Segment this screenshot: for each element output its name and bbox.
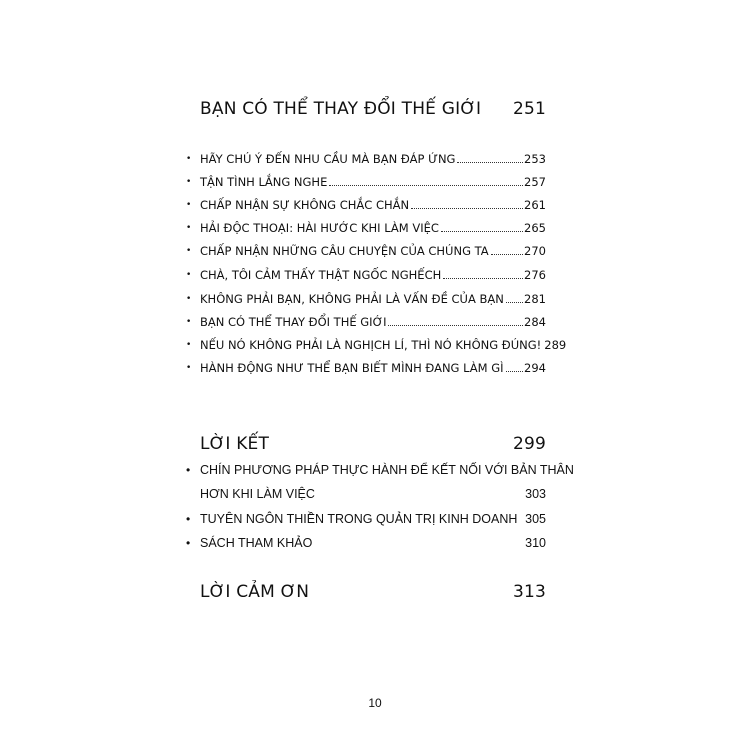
entry-page-number: 276 (524, 268, 546, 282)
dot-leader (491, 254, 523, 255)
dot-leader (388, 325, 523, 326)
entry-page-number: 261 (524, 198, 546, 212)
toc-entry (186, 460, 574, 478)
entry-title: BẠN CÓ THỂ THAY ĐỔI THẾ GIỚI (200, 315, 387, 329)
entry-title: CHẤP NHẬN NHỮNG CÂU CHUYỆN CỦA CHÚNG TA (200, 244, 489, 258)
bullet-icon: • (186, 512, 191, 526)
section-page-number: 313 (512, 582, 546, 602)
entry-page-number: 270 (524, 244, 546, 258)
entry-page-number: 281 (524, 292, 546, 306)
toc-entry (186, 194, 546, 212)
dot-leader (506, 371, 524, 372)
toc-entry (186, 240, 546, 258)
bullet-icon: • (186, 463, 191, 477)
entry-title: TUYÊN NGÔN THIỀN TRONG QUẢN TRỊ KINH DOANH (200, 512, 518, 526)
entry-page-number: 265 (524, 221, 546, 235)
page-folio: 10 (368, 696, 382, 710)
entry-page-number: 284 (524, 315, 546, 329)
bullet-icon: • (186, 317, 192, 327)
entry-title: CHẤP NHẬN SỰ KHÔNG CHẮC CHẮN (200, 198, 410, 212)
entry-page-number: 294 (524, 361, 546, 375)
toc-entry (186, 509, 546, 527)
entry-page-number: 253 (524, 152, 546, 166)
entry-page-number: 303 (525, 487, 546, 501)
dot-leader (457, 162, 523, 163)
toc-entry (186, 533, 546, 551)
entry-page-number: 289 (544, 338, 567, 352)
dot-leader (441, 231, 523, 232)
section-page-number: 251 (512, 99, 546, 119)
section-heading-change-world (200, 99, 546, 119)
bullet-icon: • (186, 177, 192, 187)
toc-entry (186, 217, 546, 235)
entry-title: SÁCH THAM KHẢO (200, 536, 313, 550)
toc-entry (186, 148, 546, 166)
bullet-icon: • (186, 363, 192, 373)
entry-title: HÀNH ĐỘNG NHƯ THỂ BẠN BIẾT MÌNH ĐANG LÀM GÌ (200, 361, 504, 375)
entry-title: CHÀ, TÔI CẢM THẤY THẬT NGỐC NGHẾCH (200, 268, 442, 282)
entry-title: KHÔNG PHẢI BẠN, KHÔNG PHẢI LÀ VẤN ĐỀ CỦA BẠN (200, 292, 504, 306)
dot-leader (329, 185, 523, 186)
section-title: LỜI CẢM ƠN (200, 582, 310, 602)
entry-title: HẢI ĐỘC THOẠI: HÀI HƯỚC KHI LÀM VIỆC (200, 221, 439, 235)
toc-entry (186, 357, 546, 375)
dot-leader (411, 208, 523, 209)
bullet-icon: • (186, 246, 192, 256)
toc-entry-continuation (186, 484, 546, 502)
toc-entry (186, 288, 546, 306)
entry-page-number: 305 (525, 512, 546, 526)
bullet-icon: • (186, 200, 192, 210)
bullet-icon: • (186, 536, 191, 550)
dot-leader (506, 302, 523, 303)
section-heading-epilogue (200, 434, 546, 454)
entry-title-line2: HƠN KHI LÀM VIỆC (200, 487, 315, 501)
toc-entry (186, 264, 546, 282)
entry-title-line1: CHÍN PHƯƠNG PHÁP THỰC HÀNH ĐỂ KẾT NỐI VỚI BẢN THÂN (200, 463, 574, 477)
entry-page-number: 257 (524, 175, 546, 189)
entry-title: NẾU NÓ KHÔNG PHẢI LÀ NGHỊCH LÍ, THÌ NÓ KHÔNG ĐÚNG! (200, 338, 542, 352)
toc-entry (186, 334, 567, 352)
bullet-icon: • (186, 154, 192, 164)
bullet-icon: • (186, 270, 192, 280)
entry-title: HÃY CHÚ Ý ĐẾN NHU CẦU MÀ BẠN ĐÁP ỨNG (200, 152, 456, 166)
bullet-icon: • (186, 340, 192, 350)
section-page-number: 299 (512, 434, 546, 454)
bullet-icon: • (186, 294, 192, 304)
bullet-icon: • (186, 223, 192, 233)
entry-page-number: 310 (525, 536, 546, 550)
entry-title: TẬN TÌNH LẮNG NGHE (200, 175, 328, 189)
toc-entry (186, 171, 546, 189)
section-title: LỜI KẾT (200, 434, 270, 454)
section-heading-acknowledgements (200, 582, 546, 602)
dot-leader (443, 278, 523, 279)
toc-entry (186, 311, 546, 329)
section-title: BẠN CÓ THỂ THAY ĐỔI THẾ GIỚI (200, 99, 482, 119)
